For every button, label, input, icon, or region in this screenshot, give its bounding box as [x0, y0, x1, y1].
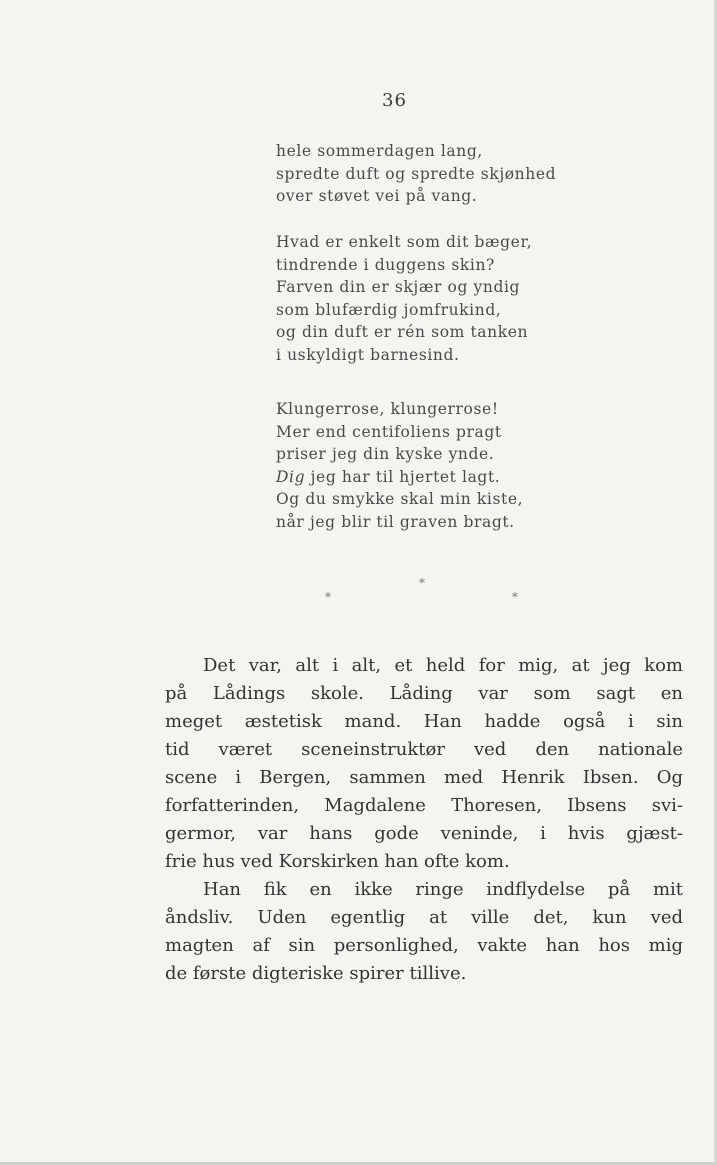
separator-asterisk: *: [325, 590, 331, 604]
prose-line: scene i Bergen, sammen med Henrik Ibsen. Og: [165, 767, 683, 788]
poem-line: priser jeg din kyske ynde.: [276, 445, 495, 464]
poem-line: når jeg blir til graven bragt.: [276, 512, 515, 531]
poem-line: Og du smykke skal min kiste,: [276, 490, 524, 509]
prose-line: Det var, alt i alt, et held for mig, at jeg kom: [203, 655, 683, 676]
separator-asterisk: *: [512, 590, 518, 604]
poem-line: Hvad er enkelt som dit bæger,: [276, 233, 533, 251]
poem-line: og din duft er rén som tanken: [276, 323, 529, 342]
poem-stanza-2: [276, 231, 532, 367]
poem-line: over støvet vei på vang.: [276, 187, 478, 206]
poem-line: spredte duft og spredte skjønhed: [276, 164, 557, 183]
poem-line: tindrende i duggens skin?: [276, 255, 495, 274]
poem-line: i uskyldigt barnesind.: [276, 345, 460, 364]
poem-line: Farven din er skjær og yndig: [276, 278, 521, 297]
separator-asterisk: *: [419, 576, 425, 590]
prose-line: meget æstetisk mand. Han hadde også i sin: [165, 711, 683, 732]
poem-line-rest: jeg har til hjertet lagt.: [305, 467, 501, 486]
poem-stanza-1: [276, 140, 556, 208]
prose-line: magten af sin personlighed, vakte han hos mig: [165, 935, 683, 956]
poem-line: Klungerrose, klungerrose!: [276, 400, 499, 418]
italic-word: Dig: [276, 467, 306, 486]
prose-line: åndsliv. Uden egentlig at ville det, kun ved: [165, 907, 683, 928]
prose-line: tid været sceneinstruktør ved den nationale: [165, 739, 683, 760]
prose-line: forfatterinden, Magdalene Thoresen, Ibsens svi-: [165, 795, 683, 816]
poem-line: Mer end centifoliens pragt: [276, 422, 502, 441]
prose-line: frie hus ved Korskirken han ofte kom.: [165, 851, 510, 872]
prose-line: de første digteriske spirer tillive.: [165, 963, 467, 984]
poem-line: [276, 466, 523, 489]
prose-line: på Lådings skole. Låding var som sagt en: [165, 683, 683, 704]
poem-stanza-3: [276, 398, 523, 534]
page-number: 36: [382, 90, 407, 111]
poem-line: hele sommerdagen lang,: [276, 142, 483, 160]
prose-body: [165, 652, 683, 988]
poem-line: som blufærdig jomfrukind,: [276, 300, 502, 319]
prose-line: Han fik en ikke ringe indflydelse på mit: [203, 879, 683, 900]
prose-line: germor, var hans gode veninde, i hvis gjæst-: [165, 823, 683, 844]
